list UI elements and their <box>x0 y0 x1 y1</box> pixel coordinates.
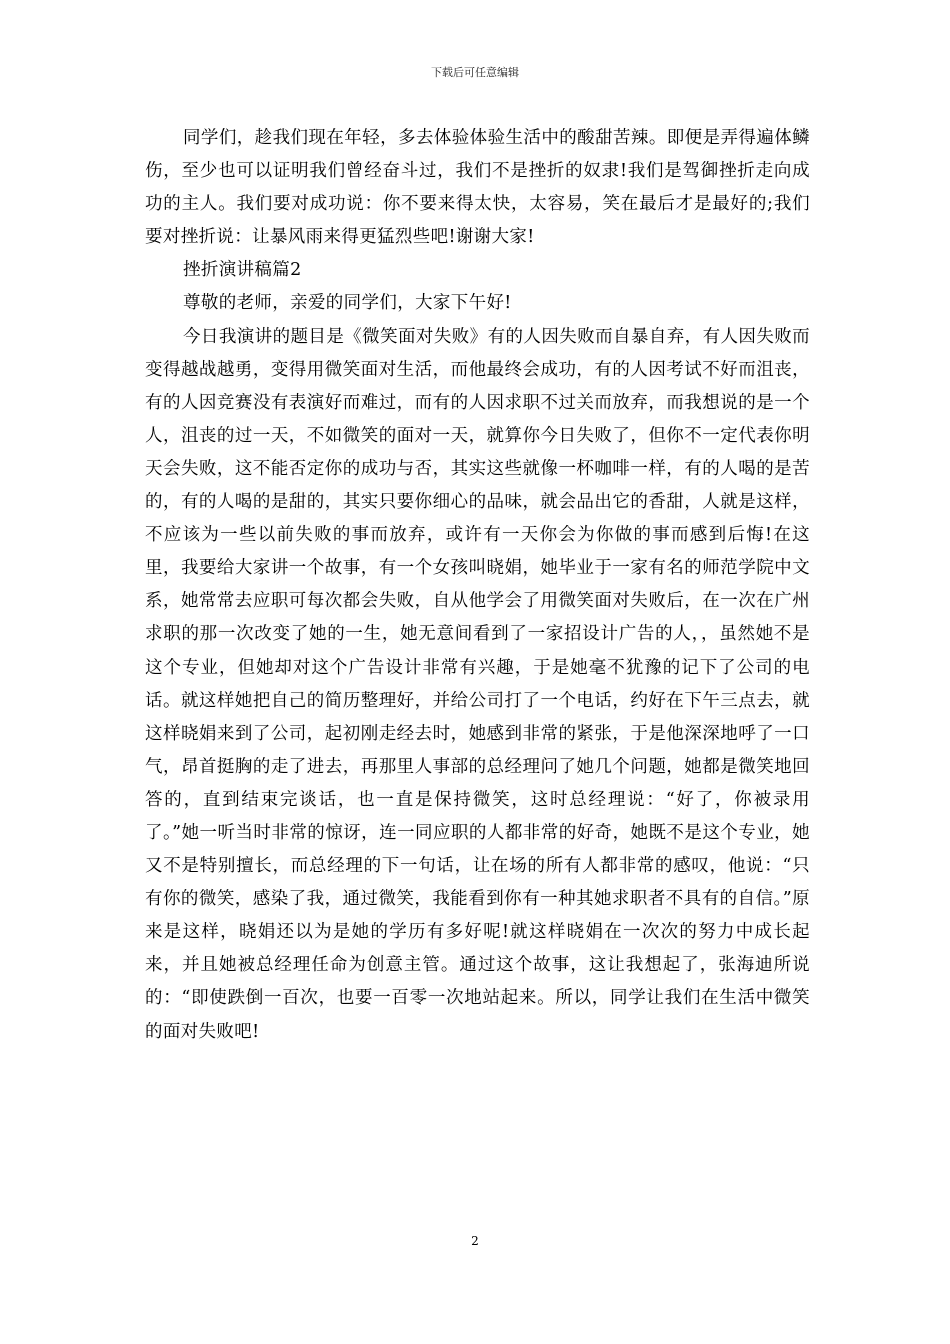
section-title: 挫折演讲稿篇2 <box>183 260 302 281</box>
greeting-paragraph: 尊敬的老师，亲爱的同学们，大家下午好! <box>183 293 512 314</box>
speech-paragraph: 今日我演讲的题目是《微笑面对失败》有的人因失败而自暴自弃，有人因失败而变得越战越勇，变得用微笑面对生活，而他最终会成功，有的人因考试不好而沮丧，有的人因竞赛没有表演好而难过，而有的人因求职不过关而放弃，而我想说的是一个人，沮丧的过一天，不如微笑的面对一天，就算你今日失败了，但你不一定代表你明天会失败，这不能否定你的成功与否，其实这些就像一杯咖啡一样，有的人喝的是苦的，有的人喝的是甜的，其实只要你细心的品味，就会品出它的香甜，人就是这样，不应该为一些以前失败的事而放弃，或许有一天你会为你做的事而感到后悔!在这里，我要给大家讲一个故事，有一个女孩叫晓娟，她毕业于一家有名的师范学院中文系，她常常去应职可每次都会失败，自从他学会了用微笑面对失败后，在一次在广州求职的那一次改变了她的一生，她无意间看到了一家招设计广告的人，，虽然她不是这个专业，但她却对这个广告设计非常有兴趣，于是她毫不犹豫的记下了公司的电话。就这样她把自己的简历整理好，并给公司打了一个电话，约好在下午三点去，就这样晓娟来到了公司，起初刚走经去时，她感到非常的紧张，于是他深深地呼了一口气，昂首挺胸的走了进去，再那里人事部的总经理问了她几个问题，她都是微笑地回答的，直到结束完谈话，也一直是保持微笑，这时总经理说：“好了，你被录用了。”她一听当时非常的惊讶，连一同应职的人都非常的好奇，她既不是这个专业，她又不是特别擅长，而总经理的下一句话，让在场的所有人都非常的感叹，他说：“只有你的微笑，感染了我，通过微笑，我能看到你有一种其她求职者不具有的自信。”原来是这样，晓娟还以为是她的学历有多好呢!就这样晓娟在一次次的努力中成长起来，并且她被总经理任命为创意主管。通过这个故事，这让我想起了，张海迪所说的：“即使跌倒一百次，也要一百零一次地站起来。所以，同学让我们在生活中微笑的面对失败吧! <box>145 326 810 1042</box>
document-body <box>145 122 810 1049</box>
closing-paragraph: 同学们，趁我们现在年轻，多去体验体验生活中的酸甜苦辣。即便是弄得遍体鳞伤，至少也可以证明我们曾经奋斗过，我们不是挫折的奴隶!我们是驾御挫折走向成功的主人。我们要对成功说：你不要来得太快，太容易，笑在最后才是最好的;我们要对挫折说：让暴风雨来得更猛烈些吧!谢谢大家! <box>145 128 810 248</box>
page-number: 2 <box>471 1234 479 1248</box>
page-header: 下载后可任意编辑 <box>431 66 519 79</box>
